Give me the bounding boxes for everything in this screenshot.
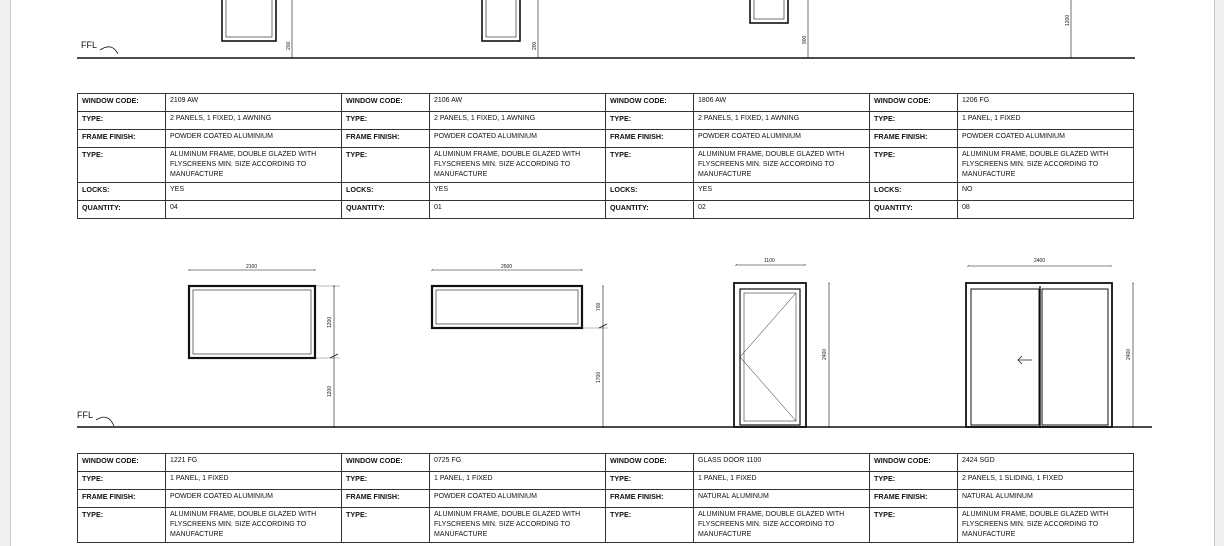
frame-finish-label: FRAME FINISH: (606, 130, 694, 148)
bottom-elevations (77, 265, 1152, 427)
window-2109aw-elevation (222, 0, 276, 41)
description-value: ALUMINUM FRAME, DOUBLE GLAZED WITH FLYSCREENS MIN. SIZE ACCORDING TO MANUFACTURE (430, 148, 606, 183)
type-label: TYPE: (342, 508, 430, 543)
type-label: TYPE: (870, 148, 958, 183)
frame-finish-value: NATURAL ALUMINUM (958, 490, 1134, 508)
window-schedule-top (77, 93, 1134, 219)
frame-finish-value: POWDER COATED ALUMINIUM (430, 130, 606, 148)
type-label: TYPE: (78, 472, 166, 490)
type-label: TYPE: (78, 148, 166, 183)
type-label: TYPE: (870, 112, 958, 130)
frame-finish-label: FRAME FINISH: (606, 490, 694, 508)
locks-label: LOCKS: (870, 183, 958, 201)
window-schedule-bottom (77, 453, 1134, 543)
locks-value: YES (166, 183, 342, 201)
type-label: TYPE: (342, 148, 430, 183)
window-0725fg-elevation (432, 286, 582, 328)
type-label: TYPE: (606, 148, 694, 183)
window-code-label: WINDOW CODE: (78, 94, 166, 112)
locks-value: YES (694, 183, 870, 201)
dim-1221-width: 2100 (246, 264, 258, 270)
frame-finish-value: POWDER COATED ALUMINIUM (958, 130, 1134, 148)
window-code-value: 2424 SGD (958, 454, 1134, 472)
locks-value: YES (430, 183, 606, 201)
dim-sgd-width: 2400 (1034, 258, 1046, 264)
table-row-description (78, 148, 1134, 183)
dim-w1-sill: 200 (286, 41, 292, 50)
window-code-value: 1206 FG (958, 94, 1134, 112)
type-value: 1 PANEL, 1 FIXED (694, 472, 870, 490)
frame-finish-value: NATURAL ALUMINUM (694, 490, 870, 508)
locks-label: LOCKS: (78, 183, 166, 201)
frame-finish-label: FRAME FINISH: (870, 490, 958, 508)
window-1221fg-elevation (189, 286, 315, 358)
table-row-quantity (78, 201, 1134, 219)
window-code-value: 0725 FG (430, 454, 606, 472)
dim-0725-sill: 1700 (596, 371, 602, 383)
window-code-label: WINDOW CODE: (870, 94, 958, 112)
type-label: TYPE: (78, 508, 166, 543)
type-label: TYPE: (78, 112, 166, 130)
top-elevations (77, 0, 1135, 58)
dim-door-width: 1100 (764, 258, 775, 264)
window-code-value: 2106 AW (430, 94, 606, 112)
type-label: TYPE: (342, 472, 430, 490)
window-code-value: 2109 AW (166, 94, 342, 112)
frame-finish-value: POWDER COATED ALUMINIUM (694, 130, 870, 148)
quantity-label: QUANTITY: (606, 201, 694, 219)
frame-finish-label: FRAME FINISH: (78, 490, 166, 508)
ffl-symbol-top (100, 47, 118, 54)
dim-sgd-height: 2400 (1126, 348, 1132, 360)
dim-door-height: 2400 (822, 348, 828, 360)
frame-finish-label: FRAME FINISH: (870, 130, 958, 148)
table-row-frame-finish (78, 490, 1134, 508)
ffl-label-top: FFL (81, 40, 98, 50)
window-2106aw-elevation (482, 0, 520, 41)
type-label: TYPE: (606, 472, 694, 490)
type-label: TYPE: (870, 508, 958, 543)
table-row-type (78, 112, 1134, 130)
description-value: ALUMINUM FRAME, DOUBLE GLAZED WITH FLYSCREENS MIN. SIZE ACCORDING TO MANUFACTURE (166, 148, 342, 183)
type-value: 2 PANELS, 1 FIXED, 1 AWNING (694, 112, 870, 130)
quantity-value: 02 (694, 201, 870, 219)
window-code-label: WINDOW CODE: (342, 94, 430, 112)
dim-w4-sill: 1200 (1065, 14, 1071, 26)
quantity-label: QUANTITY: (78, 201, 166, 219)
description-value: ALUMINUM FRAME, DOUBLE GLAZED WITH FLYSCREENS MIN. SIZE ACCORDING TO MANUFACTURE (958, 508, 1134, 543)
description-value: ALUMINUM FRAME, DOUBLE GLAZED WITH FLYSCREENS MIN. SIZE ACCORDING TO MANUFACTURE (694, 508, 870, 543)
window-code-value: 1221 FG (166, 454, 342, 472)
window-code-label: WINDOW CODE: (606, 454, 694, 472)
quantity-label: QUANTITY: (870, 201, 958, 219)
ffl-symbol-bottom (96, 417, 114, 426)
window-code-label: WINDOW CODE: (78, 454, 166, 472)
dim-0725-height: 700 (596, 302, 602, 311)
type-value: 1 PANEL, 1 FIXED (958, 112, 1134, 130)
table-row-window-code (78, 94, 1134, 112)
dim-1221-sill: 1200 (327, 385, 333, 397)
description-value: ALUMINUM FRAME, DOUBLE GLAZED WITH FLYSCREENS MIN. SIZE ACCORDING TO MANUFACTURE (958, 148, 1134, 183)
type-value: 1 PANEL, 1 FIXED (430, 472, 606, 490)
locks-label: LOCKS: (606, 183, 694, 201)
type-value: 2 PANELS, 1 SLIDING, 1 FIXED (958, 472, 1134, 490)
dim-0725-width: 2500 (501, 264, 513, 270)
table-row-type (78, 472, 1134, 490)
window-code-value: GLASS DOOR 1100 (694, 454, 870, 472)
table-row-frame-finish (78, 130, 1134, 148)
table-row-window-code (78, 454, 1134, 472)
quantity-value: 01 (430, 201, 606, 219)
description-value: ALUMINUM FRAME, DOUBLE GLAZED WITH FLYSCREENS MIN. SIZE ACCORDING TO MANUFACTURE (166, 508, 342, 543)
type-label: TYPE: (342, 112, 430, 130)
window-code-value: 1806 AW (694, 94, 870, 112)
table-row-locks (78, 183, 1134, 201)
frame-finish-label: FRAME FINISH: (342, 130, 430, 148)
type-value: 2 PANELS, 1 FIXED, 1 AWNING (166, 112, 342, 130)
quantity-value: 04 (166, 201, 342, 219)
glass-door-1100-elevation (734, 283, 806, 427)
window-code-label: WINDOW CODE: (342, 454, 430, 472)
frame-finish-value: POWDER COATED ALUMINIUM (166, 130, 342, 148)
window-code-label: WINDOW CODE: (606, 94, 694, 112)
type-label: TYPE: (606, 508, 694, 543)
description-value: ALUMINUM FRAME, DOUBLE GLAZED WITH FLYSCREENS MIN. SIZE ACCORDING TO MANUFACTURE (430, 508, 606, 543)
window-code-label: WINDOW CODE: (870, 454, 958, 472)
ffl-label-bottom: FFL (77, 410, 94, 420)
dim-w3-sill: 900 (802, 35, 808, 44)
window-1806aw-elevation (750, 0, 788, 23)
quantity-value: 08 (958, 201, 1134, 219)
locks-label: LOCKS: (342, 183, 430, 201)
type-value: 1 PANEL, 1 FIXED (166, 472, 342, 490)
type-label: TYPE: (606, 112, 694, 130)
type-label: TYPE: (870, 472, 958, 490)
table-row-description (78, 508, 1134, 543)
description-value: ALUMINUM FRAME, DOUBLE GLAZED WITH FLYSCREENS MIN. SIZE ACCORDING TO MANUFACTURE (694, 148, 870, 183)
frame-finish-label: FRAME FINISH: (78, 130, 166, 148)
frame-finish-value: POWDER COATED ALUMINIUM (430, 490, 606, 508)
type-value: 2 PANELS, 1 FIXED, 1 AWNING (430, 112, 606, 130)
dim-w2-sill: 200 (532, 41, 538, 50)
frame-finish-value: POWDER COATED ALUMINIUM (166, 490, 342, 508)
quantity-label: QUANTITY: (342, 201, 430, 219)
door-swing-indicator (740, 293, 796, 421)
dim-1221-height: 1200 (327, 316, 333, 328)
frame-finish-label: FRAME FINISH: (342, 490, 430, 508)
locks-value: NO (958, 183, 1134, 201)
